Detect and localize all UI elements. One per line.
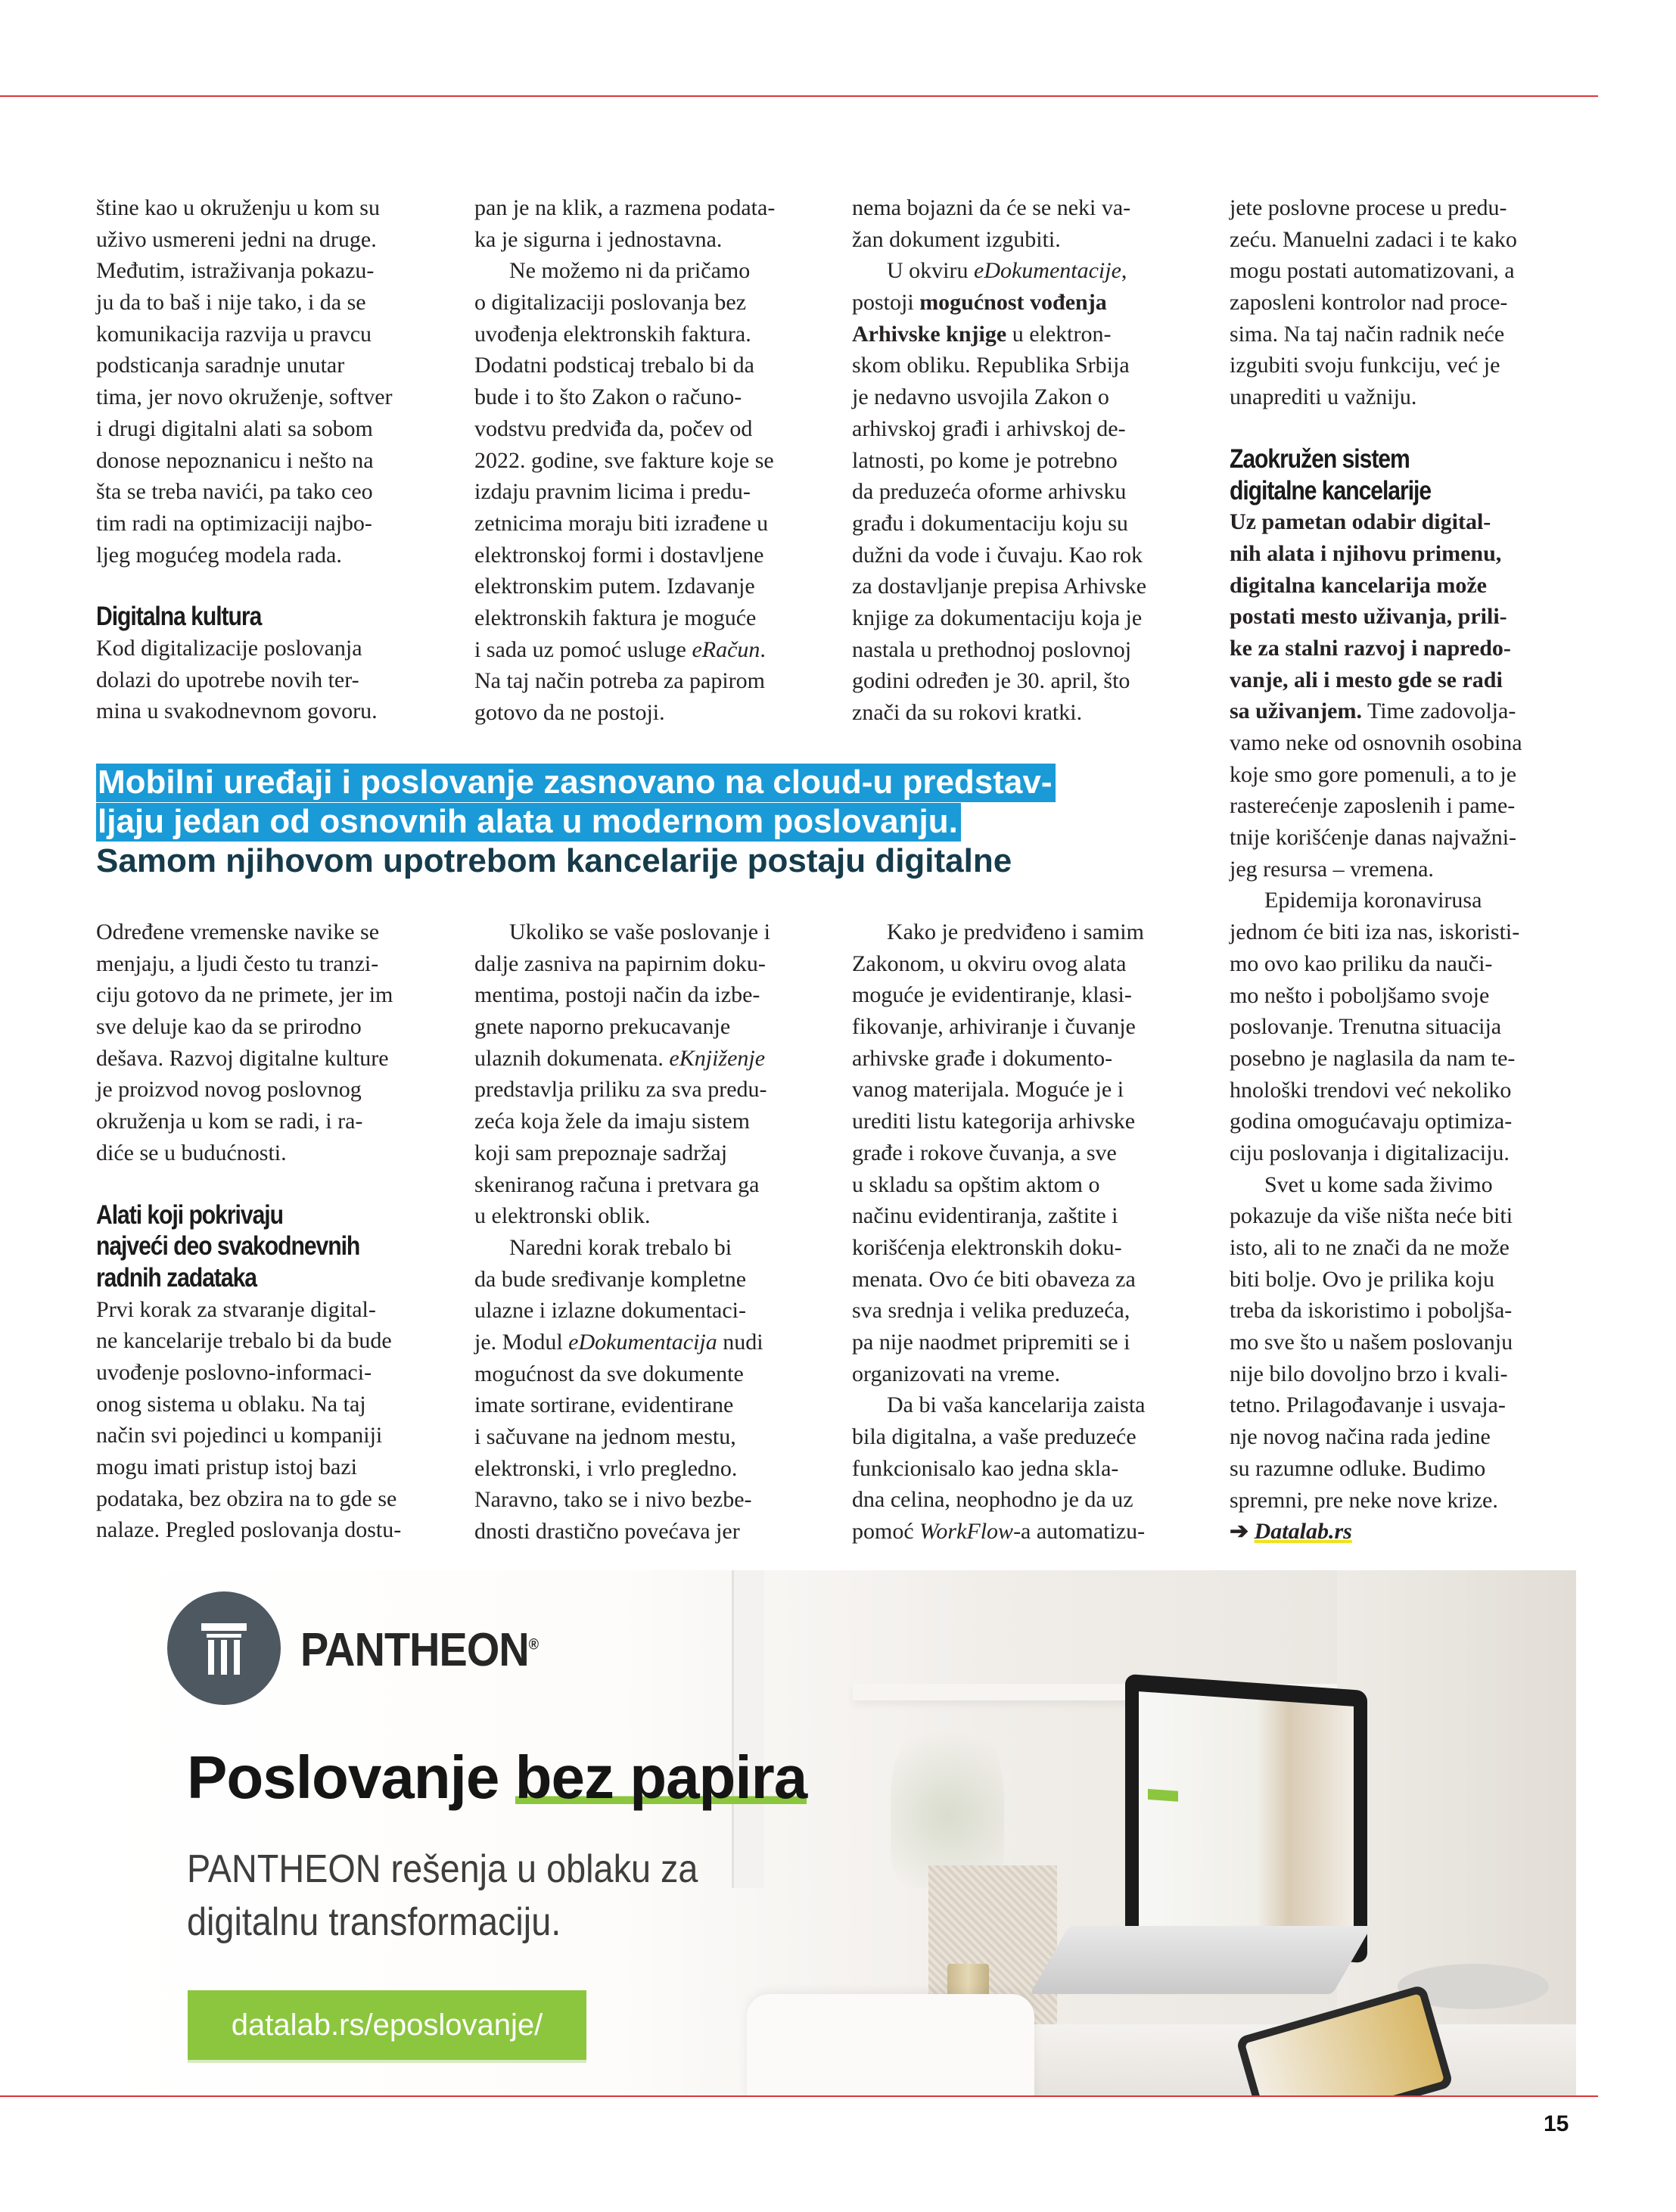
- column-4: [1230, 192, 1585, 1548]
- text-line: ulazne i izlazne dokumentaci-: [474, 1298, 746, 1324]
- text-line: diće se u budućnosti.: [96, 1140, 287, 1165]
- text-line: elektronskoj formi i dostavljene: [474, 542, 764, 568]
- text-line: okruženja u kom se radi, i ra-: [96, 1109, 363, 1134]
- text-line: dalje zasniva na papirnim doku-: [474, 950, 766, 976]
- italic-text: eDokumentacija: [568, 1329, 717, 1355]
- text-line: [1230, 506, 1585, 538]
- text-line: uvođenja elektronskih faktura.: [474, 321, 751, 347]
- text-line: [852, 255, 1208, 287]
- text-line: bude i to što Zakon o računo-: [474, 384, 742, 410]
- text-line: Naravno, tako se i nivo bezbe-: [474, 1487, 752, 1513]
- section-heading: najveći deo svakodnevnih: [96, 1231, 360, 1262]
- text-line: sva srednja i velika preduzeća,: [852, 1298, 1130, 1324]
- text-line: elektronskim putem. Izdavanje: [474, 574, 755, 599]
- text-line: dužni da vode i čuvaju. Kao rok: [852, 542, 1143, 568]
- text-line: arhivskoj građi i arhivskoj de-: [852, 415, 1126, 441]
- text-line: gnete naporno prekucavanje: [474, 1014, 731, 1040]
- bold-text: sa uživanjem.: [1230, 698, 1362, 724]
- bold-text: nih alata i njihovu primenu,: [1230, 540, 1502, 566]
- text-line: [852, 287, 1208, 319]
- text-line: spremni, pre neke nove krize.: [1230, 1487, 1498, 1513]
- page-number: 15: [1544, 2111, 1569, 2136]
- text-segment: ulaznih dokumenata.: [474, 1045, 670, 1071]
- laptop-screen-graphic: [1125, 1674, 1367, 1963]
- text-line: [474, 634, 830, 666]
- text-segment: .: [760, 636, 766, 662]
- column-top-3: [852, 192, 1208, 729]
- text-line: jeg resursa – vremena.: [1230, 856, 1434, 882]
- text-line: nastala u prethodnoj poslovnoj: [852, 636, 1132, 662]
- text-line: ju da to baš i nije tako, i da se: [96, 290, 366, 316]
- pull-quote-dark-line: Samom njihovom upotrebom kancelarije postaju digitalne: [96, 842, 1012, 879]
- italic-text: eKnjiženje: [669, 1045, 766, 1071]
- text-line: Epidemija koronavirusa: [1264, 888, 1482, 913]
- text-line: način svi pojedinci u kompaniji: [96, 1423, 383, 1448]
- text-line: da bude sređivanje kompletne: [474, 1266, 747, 1292]
- text-line: mo ovo kao priliku da nauči-: [1230, 950, 1493, 976]
- text-line: tima, jer novo okruženje, softver: [96, 384, 393, 410]
- ad-subtitle-line: PANTHEON rešenja u oblaku za: [187, 1847, 698, 1891]
- text-line: tim radi na optimizaciji najbo-: [96, 510, 372, 536]
- ad-subtitle-line: digitalnu transformaciju.: [187, 1900, 561, 1944]
- italic-text: eRačun: [692, 636, 760, 662]
- pull-quote-highlight-line: Mobilni uređaji i poslovanje zasnovano na cloud-u predstav-: [96, 764, 1056, 802]
- text-line: menata. Ovo će biti obaveza za: [852, 1266, 1136, 1292]
- text-line: načinu evidentiranja, zaštite i: [852, 1203, 1118, 1229]
- text-line: poslovanje. Trenutna situacija: [1230, 1014, 1502, 1040]
- text-line: i drugi digitalni alati sa sobom: [96, 415, 373, 441]
- section-heading: Zaokružen sistem: [1230, 443, 1410, 474]
- text-line: godini određen je 30. april, što: [852, 668, 1130, 694]
- text-line: nema bojazni da će se neki va-: [852, 195, 1131, 220]
- text-line: hnološki trendovi već nekoliko: [1230, 1077, 1512, 1103]
- column-bottom-3: [852, 916, 1208, 1548]
- text-line: mina u svakodnevnom govoru.: [96, 698, 378, 724]
- text-line: Ne možemo ni da pričamo: [509, 258, 751, 284]
- text-line: rasterećenje zaposlenih i pame-: [1230, 793, 1516, 819]
- spacer: [96, 1169, 452, 1199]
- text-line: Svet u kome sada živimo: [1264, 1171, 1493, 1197]
- text-line: sve deluje kao da se prirodno: [96, 1014, 362, 1040]
- text-line: mentima, postoji način da izbe-: [474, 982, 760, 1008]
- text-line: je nedavno usvojila Zakon o: [852, 384, 1109, 410]
- text-line: koji sam prepoznaje sadržaj: [474, 1140, 728, 1165]
- text-line: [1230, 570, 1585, 602]
- pull-quote-highlight-line: ljaju jedan od osnovnih alata u modernom poslovanju.: [96, 803, 961, 842]
- text-line: [1230, 538, 1585, 570]
- text-line: elektronski, i vrlo pregledno.: [474, 1455, 738, 1481]
- text-segment: u elektron-: [1006, 321, 1112, 347]
- text-line: pan je na klik, a razmena podata-: [474, 195, 776, 220]
- section-heading: Alati koji pokrivaju: [96, 1199, 283, 1230]
- text-line: onog sistema u oblaku. Na taj: [96, 1391, 366, 1417]
- text-line: ka je sigurna i jednostavna.: [474, 226, 723, 252]
- text-line: uvođenje poslovno-informaci-: [96, 1359, 372, 1385]
- italic-text: eDokumentacije: [974, 258, 1121, 284]
- bold-text: digitalna kancelarija može: [1230, 572, 1487, 598]
- text-line: zetnicima moraju biti izrađene u: [474, 510, 769, 536]
- text-line: koje smo gore pomenuli, a to je: [1230, 761, 1517, 787]
- datalab-link[interactable]: Datalab.rs: [1254, 1519, 1352, 1545]
- laptop-keyboard-graphic: [1030, 1926, 1372, 1994]
- text-line: ciju poslovanja i digitalizaciju.: [1230, 1140, 1510, 1165]
- bold-text: Uz pametan odabir digital-: [1230, 509, 1491, 535]
- bold-text: postati mesto uživanja, prili-: [1230, 604, 1507, 630]
- text-line: skeniranog računa i pretvara ga: [474, 1171, 760, 1197]
- text-line: urediti listu kategorija arhivske: [852, 1109, 1136, 1134]
- column-top-2: [474, 192, 830, 729]
- text-line: jednom će biti iza nas, iskoristi-: [1230, 919, 1520, 945]
- text-line: pokazuje da više ništa neće biti: [1230, 1203, 1513, 1229]
- section-heading: digitalne kancelarije: [1230, 475, 1432, 506]
- text-line: predstavlja priliku za sva predu-: [474, 1077, 767, 1103]
- text-line: dolazi do upotrebe novih ter-: [96, 667, 359, 692]
- text-line: [1230, 633, 1585, 664]
- text-line: nije bilo dovoljno brzo i kvali-: [1230, 1361, 1508, 1386]
- pull-quote: [96, 763, 1056, 881]
- text-line: vanog materijala. Moguće je i: [852, 1077, 1124, 1103]
- text-segment: i sada uz pomoć usluge: [474, 636, 692, 662]
- text-line: posebno je naglasila da nam te-: [1230, 1045, 1516, 1071]
- text-segment: pomoć: [852, 1519, 920, 1545]
- spacer: [1230, 413, 1585, 443]
- text-line: knjige za dokumentaciju koja je: [852, 605, 1143, 630]
- text-line: tetno. Prilagođavanje i usvaja-: [1230, 1392, 1506, 1418]
- ad-subtitle: [187, 1843, 698, 1949]
- text-line: godina omogućavaju optimiza-: [1230, 1109, 1513, 1134]
- chair-graphic: [747, 1994, 1034, 2095]
- spacer: [96, 571, 452, 601]
- text-line: tnije korišćenje danas najvažni-: [1230, 825, 1517, 851]
- ad-url-button[interactable]: datalab.rs/eposlovanje/: [188, 1990, 586, 2060]
- text-line: unaprediti u važniju.: [1230, 384, 1417, 410]
- column-bottom-2: [474, 916, 830, 1548]
- text-line: treba da iskoristimo i poboljša-: [1230, 1298, 1513, 1324]
- text-line: bila digitalna, a vaše preduzeće: [852, 1424, 1137, 1449]
- text-line: dna celina, neophodno je da uz: [852, 1487, 1133, 1513]
- text-line: šta se treba navići, pa tako ceo: [96, 479, 373, 505]
- text-line: gotovo da ne postoji.: [474, 700, 665, 725]
- text-segment: ,: [1121, 258, 1127, 284]
- text-line: [852, 319, 1208, 350]
- text-line: da preduzeća oforme arhivsku: [852, 479, 1127, 505]
- text-line: Određene vremenske navike se: [96, 919, 380, 944]
- text-segment: postoji: [852, 290, 920, 316]
- text-line: mogu imati pristup istoj bazi: [96, 1454, 357, 1479]
- text-line: ljeg mogućeg modela rada.: [96, 542, 342, 568]
- plant-graphic: [891, 1706, 1004, 1888]
- pantheon-advertisement[interactable]: [96, 1570, 1576, 2095]
- text-line: za dostavljanje prepisa Arhivske: [852, 574, 1147, 599]
- text-line: donose nepoznanicu i nešto na: [96, 447, 374, 473]
- text-line: je proizvod novog poslovnog: [96, 1077, 362, 1103]
- text-line: [1230, 695, 1585, 727]
- pantheon-logo-text: PANTHEON®: [300, 1624, 539, 1676]
- text-line: vodstvu predviđa da, počev od: [474, 415, 753, 441]
- text-line: i sačuvane na jednom mestu,: [474, 1424, 736, 1449]
- text-line: vamo neke od osnovnih osobina: [1230, 730, 1522, 755]
- text-segment: Time zadovolja-: [1362, 698, 1516, 724]
- arrow-right-icon: ➔: [1230, 1519, 1255, 1545]
- text-line: arhivske građe i dokumento-: [852, 1045, 1113, 1071]
- text-line: izdaju pravnim licima i predu-: [474, 479, 751, 505]
- text-line: ne kancelarije trebalo bi da bude: [96, 1328, 392, 1354]
- text-line: Kod digitalizacije poslovanja: [96, 635, 362, 661]
- text-line: menjaju, a ljudi često tu tranzi-: [96, 950, 379, 976]
- text-line: štine kao u okruženju u kom su: [96, 195, 380, 220]
- text-line: uživo usmereni jedni na druge.: [96, 226, 377, 252]
- text-segment: -a automatizu-: [1013, 1519, 1146, 1545]
- text-line: Naredni korak trebalo bi: [509, 1234, 732, 1260]
- text-line: 2022. godine, sve fakture koje se: [474, 447, 774, 473]
- pantheon-logo-icon: [167, 1591, 281, 1705]
- text-line: zeća koja žele da imaju sistem: [474, 1109, 750, 1134]
- section-heading: Digitalna kultura: [96, 602, 262, 632]
- column-top-1: [96, 192, 452, 727]
- text-line: Dodatni podsticaj trebalo bi da: [474, 353, 754, 378]
- text-line: dešava. Razvoj digitalne kulture: [96, 1045, 389, 1071]
- text-line: Međutim, istraživanja pokazu-: [96, 258, 375, 284]
- window-frame-graphic: [732, 1570, 764, 1888]
- bold-text: Arhivske knjige: [852, 321, 1007, 347]
- text-line: [1230, 664, 1585, 696]
- text-line: zeću. Manuelni zadaci i te kako: [1230, 226, 1517, 252]
- text-line: Zakonom, u okviru ovog alata: [852, 950, 1127, 976]
- text-line: građe i rokove čuvanja, a sve: [852, 1140, 1117, 1165]
- section-heading: radnih zadataka: [96, 1262, 257, 1293]
- text-line: elektronskih faktura je moguće: [474, 605, 757, 630]
- text-line: [852, 1516, 1208, 1548]
- text-line: skom obliku. Republika Srbija: [852, 353, 1130, 378]
- text-line: podataka, bez obzira na to gde se: [96, 1486, 397, 1511]
- text-line: Prvi korak za stvaranje digital-: [96, 1296, 376, 1322]
- text-segment: U okviru: [887, 258, 974, 284]
- text-segment: je. Modul: [474, 1329, 569, 1355]
- text-line: [474, 1043, 830, 1075]
- text-line: dnosti drastično povećava jer: [474, 1519, 740, 1545]
- bold-text: vanje, ali i mesto gde se radi: [1230, 667, 1503, 692]
- text-line: u elektronski oblik.: [474, 1203, 651, 1229]
- text-line: imate sortirane, evidentirane: [474, 1392, 734, 1418]
- text-line: podsticanja saradnje unutar: [96, 353, 345, 378]
- text-line: jete poslovne procese u predu-: [1230, 195, 1507, 220]
- top-rule: [0, 95, 1598, 97]
- text-line: Kako je predviđeno i samim: [887, 919, 1144, 944]
- text-line: [474, 1327, 830, 1358]
- text-line: mo sve što u našem poslovanju: [1230, 1330, 1513, 1355]
- text-line: Na taj način potreba za papirom: [474, 668, 765, 694]
- text-line: Ukoliko se vaše poslovanje i: [509, 919, 770, 944]
- text-line: izgubiti svoju funkciju, već je: [1230, 353, 1500, 378]
- text-line: građu i dokumentaciju koju su: [852, 510, 1128, 536]
- text-line: fikovanje, arhiviranje i čuvanje: [852, 1014, 1136, 1040]
- text-line: žan dokument izgubiti.: [852, 226, 1061, 252]
- text-line: ciju gotovo da ne primete, jer im: [96, 982, 393, 1008]
- text-line: korišćenja elektronskih doku-: [852, 1234, 1122, 1260]
- text-line: nje novog načina rada jedine: [1230, 1424, 1491, 1450]
- text-line: latnosti, po kome je potrebno: [852, 447, 1118, 473]
- text-segment: nudi: [717, 1329, 763, 1355]
- ad-headline-highlight: bez papira: [515, 1744, 807, 1811]
- text-line: biti bolje. Ovo je prilika koju: [1230, 1266, 1494, 1292]
- text-line: [1230, 601, 1585, 633]
- text-line: u skladu sa opštim aktom o: [852, 1171, 1100, 1197]
- text-line: moguće je evidentiranje, klasi-: [852, 982, 1132, 1008]
- text-line: mogu postati automatizovani, a: [1230, 258, 1515, 284]
- text-line: sima. Na taj način radnik neće: [1230, 321, 1505, 347]
- text-line: Da bi vaša kancelarija zaista: [887, 1392, 1146, 1418]
- text-line: o digitalizaciji poslovanja bez: [474, 290, 747, 316]
- ad-headline: Poslovanje bez papira: [187, 1744, 807, 1811]
- text-line: isto, ali to ne znači da ne može: [1230, 1235, 1510, 1260]
- text-line: organizovati na vreme.: [852, 1361, 1061, 1386]
- bold-text: mogućnost vođenja: [919, 290, 1107, 316]
- bold-text: ke za stalni razvoj i napredo-: [1230, 635, 1511, 661]
- source-link-line: [1230, 1516, 1585, 1548]
- column-bottom-1: [96, 916, 452, 1546]
- text-line: zaposleni kontrolor nad proce-: [1230, 290, 1508, 316]
- text-line: mo nešto i poboljšamo svoje: [1230, 982, 1490, 1008]
- text-line: pa nije naodmet pripremiti se i: [852, 1329, 1130, 1355]
- text-line: mogućnost da sve dokumente: [474, 1361, 744, 1386]
- italic-text: WorkFlow: [919, 1519, 1014, 1545]
- text-line: funkcionisalo kao jedna skla-: [852, 1455, 1119, 1481]
- text-line: znači da su rokovi kratki.: [852, 700, 1083, 725]
- bottom-rule: [0, 2095, 1598, 2097]
- text-line: su razumne odluke. Budimo: [1230, 1455, 1486, 1481]
- text-line: nalaze. Pregled poslovanja dostu-: [96, 1517, 402, 1543]
- text-line: komunikacija razvija u pravcu: [96, 321, 372, 347]
